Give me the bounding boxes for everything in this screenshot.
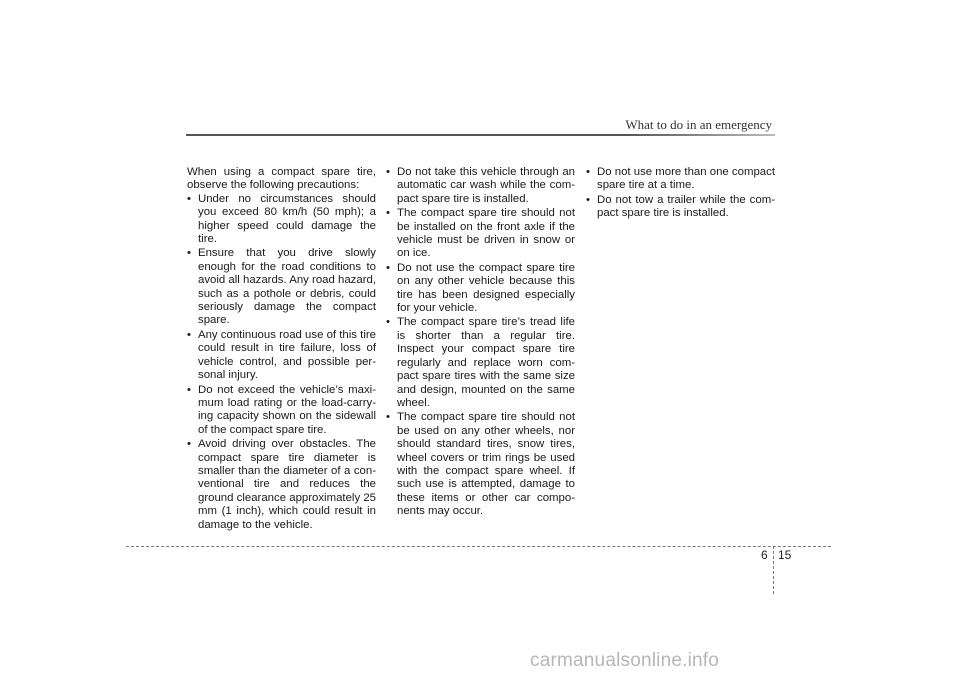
precautions-list-3 [586, 166, 775, 221]
precautions-list-1 [187, 193, 376, 532]
column-2 [386, 166, 575, 520]
list-item: • Avoid driving over obstacles. The compact spare tire diameter is smaller than the diameter of a con- ventional tire and reduces the ground clearance approximately 25 mm (1 inch), which could result in damage to the vehicle. [187, 438, 376, 532]
page-header-title: What to do in an emergency [625, 117, 772, 132]
list-item: • Any continuous road use of this tire could result in tire failure, loss of vehicle control, and possible per- sonal injury. [187, 329, 376, 383]
list-item: • Do not exceed the vehicle’s maxi- mum load rating or the load-carry- ing capacity shown on the sidewall of the compact spare tire. [187, 384, 376, 438]
list-item: • Do not tow a trailer while the com- pact spare tire is installed. [586, 194, 775, 221]
column-1 [187, 166, 376, 533]
section-number: 6 [761, 548, 768, 562]
list-item: • Do not use the compact spare tire on any other vehicle because this tire has been designed especially for your vehicle. [386, 262, 575, 316]
page-number: 15 [778, 548, 792, 562]
watermark-link[interactable]: carmanualsonline.info [530, 650, 720, 671]
list-item: • Ensure that you drive slowly enough for the road conditions to avoid all hazards. Any road hazard, such as a pothole or debris, could seriously damage the compact spare. [187, 247, 376, 327]
header-rule [186, 134, 775, 136]
page-divider [773, 546, 774, 594]
precautions-list-2 [386, 166, 575, 519]
column-3 [586, 166, 775, 222]
footer-rule [126, 546, 831, 547]
list-item: • The compact spare tire should not be installed on the front axle if the vehicle must be driven in snow or on ice. [386, 207, 575, 261]
intro-paragraph: When using a compact spare tire, observe the following precautions: [187, 166, 376, 192]
list-item: • The compact spare tire’s tread life is shorter than a regular tire. Inspect your compact spare tire regularly and replace worn com- pact spare tires with the same size and design, mounted on the same wheel. [386, 316, 575, 410]
list-item: • Do not use more than one compact spare tire at a time. [586, 166, 775, 193]
list-item: • Do not take this vehicle through an automatic car wash while the com- pact spare tire is installed. [386, 166, 575, 206]
list-item: • The compact spare tire should not be used on any other wheels, nor should standard tires, snow tires, wheel covers or trim rings be used with the compact spare wheel. If such use is attempted, damage to these items or other car compo- nents may occur. [386, 411, 575, 518]
list-item: • Under no circumstances should you exceed 80 km/h (50 mph); a higher speed could damage the tire. [187, 193, 376, 247]
